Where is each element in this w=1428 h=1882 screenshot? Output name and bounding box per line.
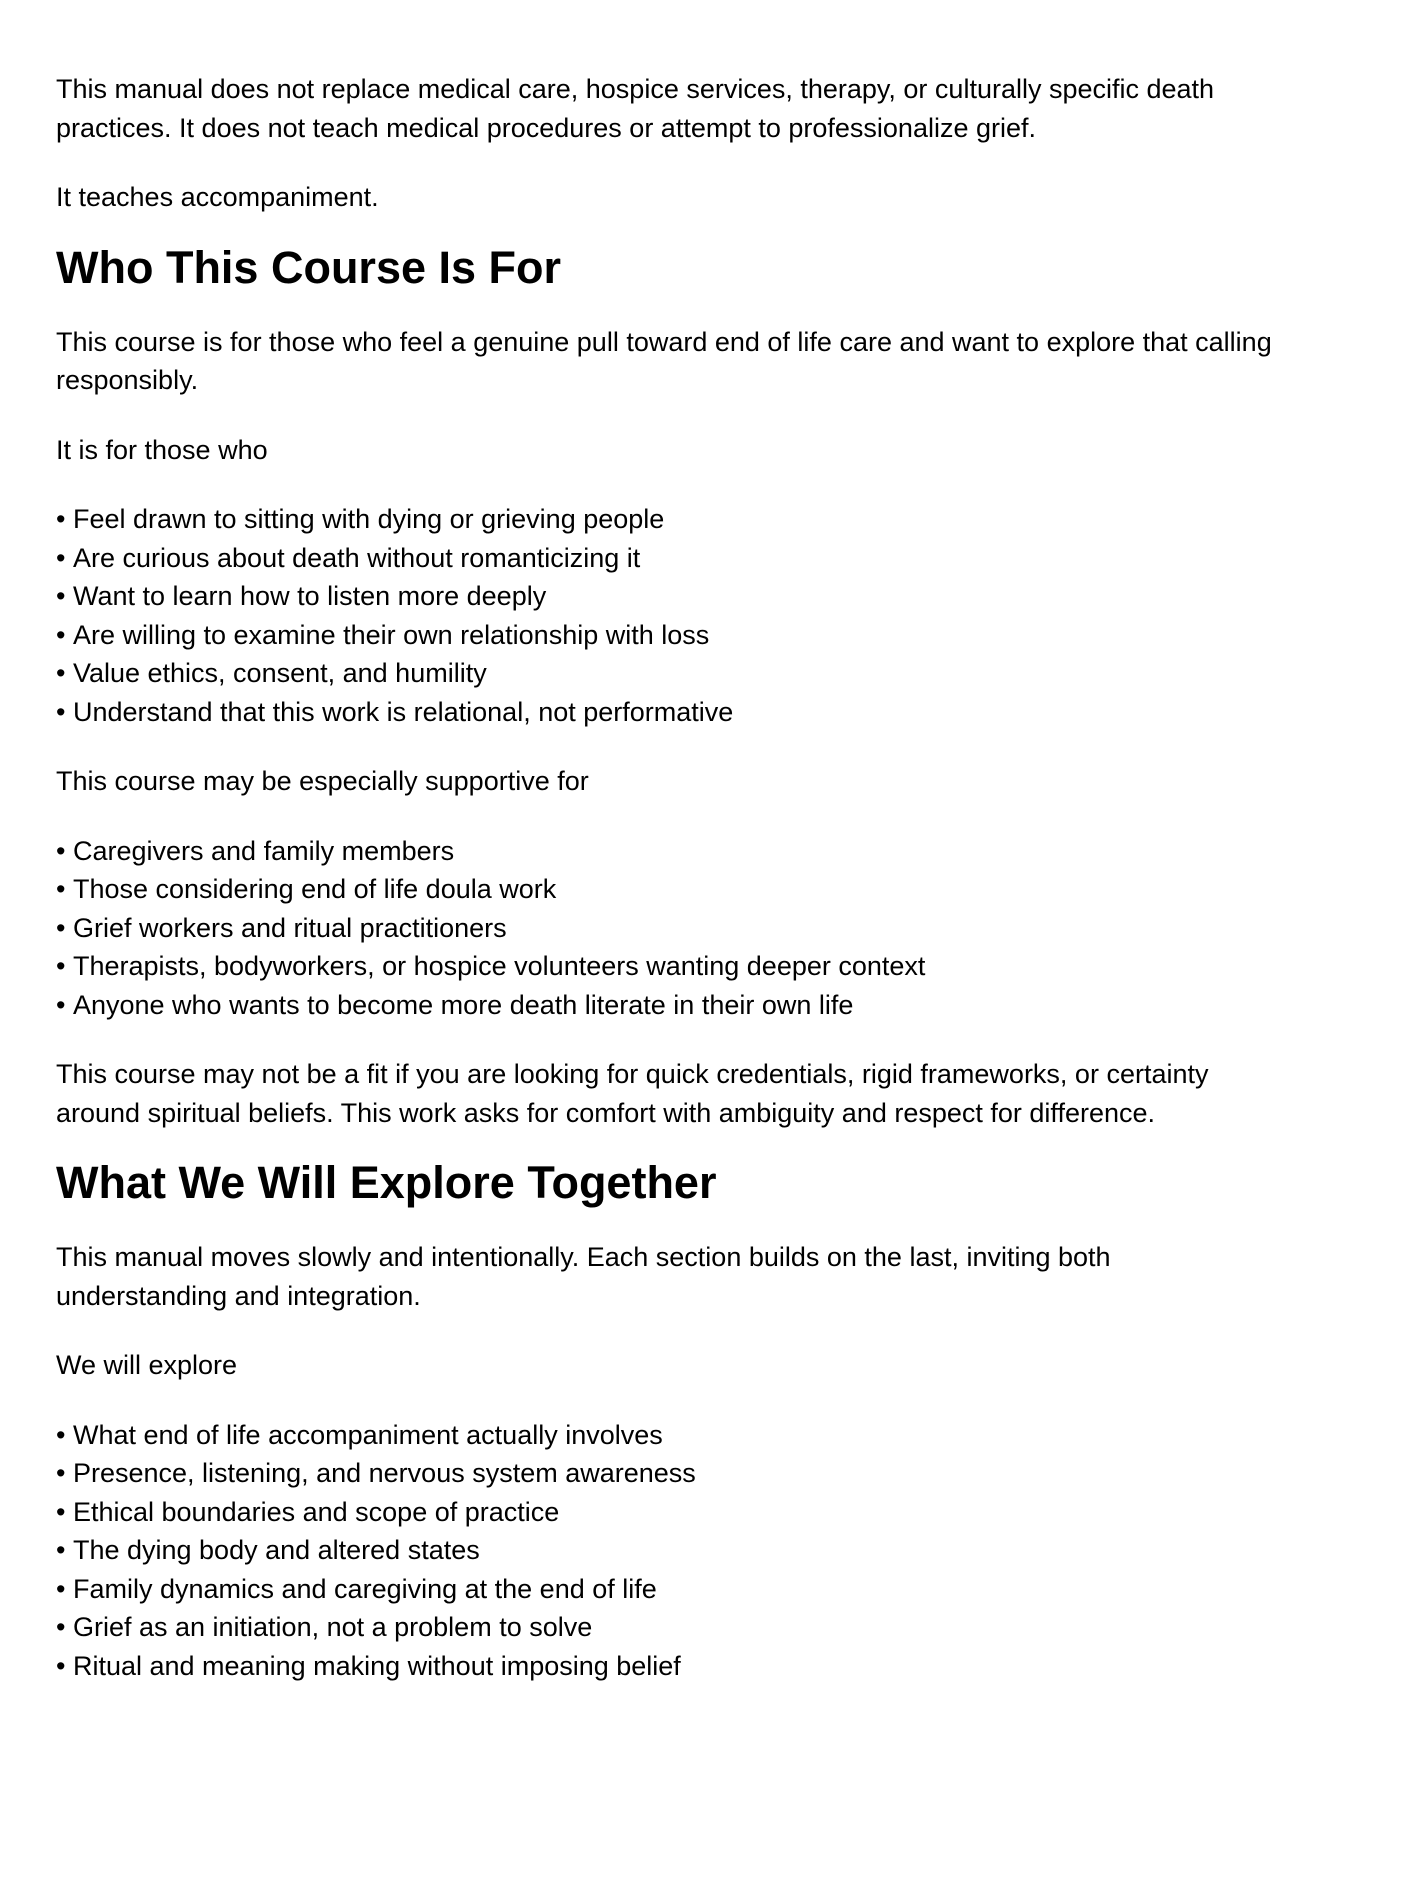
- intro-paragraph: This manual does not replace medical care, hospice services, therapy, or culturally specific death practices. It does not teach medical procedures or attempt to professionalize grief.: [56, 74, 1215, 143]
- list-item: • Caregivers and family members: [56, 832, 1356, 871]
- list-item: • Anyone who wants to become more death literate in their own life: [56, 986, 1356, 1025]
- list-item: • Understand that this work is relational, not performative: [56, 693, 1356, 732]
- list-item: • Family dynamics and caregiving at the end of life: [56, 1570, 1356, 1609]
- section-heading-who: Who This Course Is For: [56, 241, 562, 293]
- list-item: • Presence, listening, and nervous system awareness: [56, 1454, 1356, 1493]
- list-item: • Grief as an initiation, not a problem to solve: [56, 1608, 1356, 1647]
- list-item: • What end of life accompaniment actually involves: [56, 1416, 1356, 1455]
- list-item: • Ritual and meaning making without imposing belief: [56, 1647, 1356, 1686]
- list-item: • Value ethics, consent, and humility: [56, 654, 1356, 693]
- list-item: • Are curious about death without romanticizing it: [56, 539, 1356, 578]
- list-item: • Feel drawn to sitting with dying or grieving people: [56, 500, 1356, 539]
- list-item: • The dying body and altered states: [56, 1531, 1356, 1570]
- supportive-for-list: [56, 832, 1356, 1025]
- list-item: • Therapists, bodyworkers, or hospice volunteers wanting deeper context: [56, 947, 1356, 986]
- explore-list: [56, 1416, 1356, 1686]
- section1-lead-1: It is for those who: [56, 434, 268, 465]
- section-heading-explore: What We Will Explore Together: [56, 1157, 717, 1208]
- list-item: • Ethical boundaries and scope of practice: [56, 1493, 1356, 1532]
- section2-lead: We will explore: [56, 1350, 238, 1380]
- list-item: • Want to learn how to listen more deeply: [56, 577, 1356, 616]
- list-item: • Are willing to examine their own relationship with loss: [56, 616, 1356, 655]
- list-item: • Grief workers and ritual practitioners: [56, 909, 1356, 948]
- section1-lead-2: This course may be especially supportive for: [56, 766, 589, 796]
- intro-statement: It teaches accompaniment.: [56, 182, 379, 212]
- section1-closing-paragraph: This course may not be a fit if you are looking for quick credentials, rigid frameworks, or certainty around spiritual beliefs. This work asks for comfort with ambiguity and respect for difference.: [56, 1059, 1209, 1128]
- document-page: [56, 70, 1356, 1685]
- section1-intro-paragraph: This course is for those who feel a genuine pull toward end of life care and want to explore that calling responsibly.: [56, 326, 1272, 395]
- audience-list: [56, 500, 1356, 731]
- section2-intro-paragraph: This manual moves slowly and intentionally. Each section builds on the last, inviting both understanding and integration.: [56, 1242, 1111, 1311]
- list-item: • Those considering end of life doula work: [56, 870, 1356, 909]
